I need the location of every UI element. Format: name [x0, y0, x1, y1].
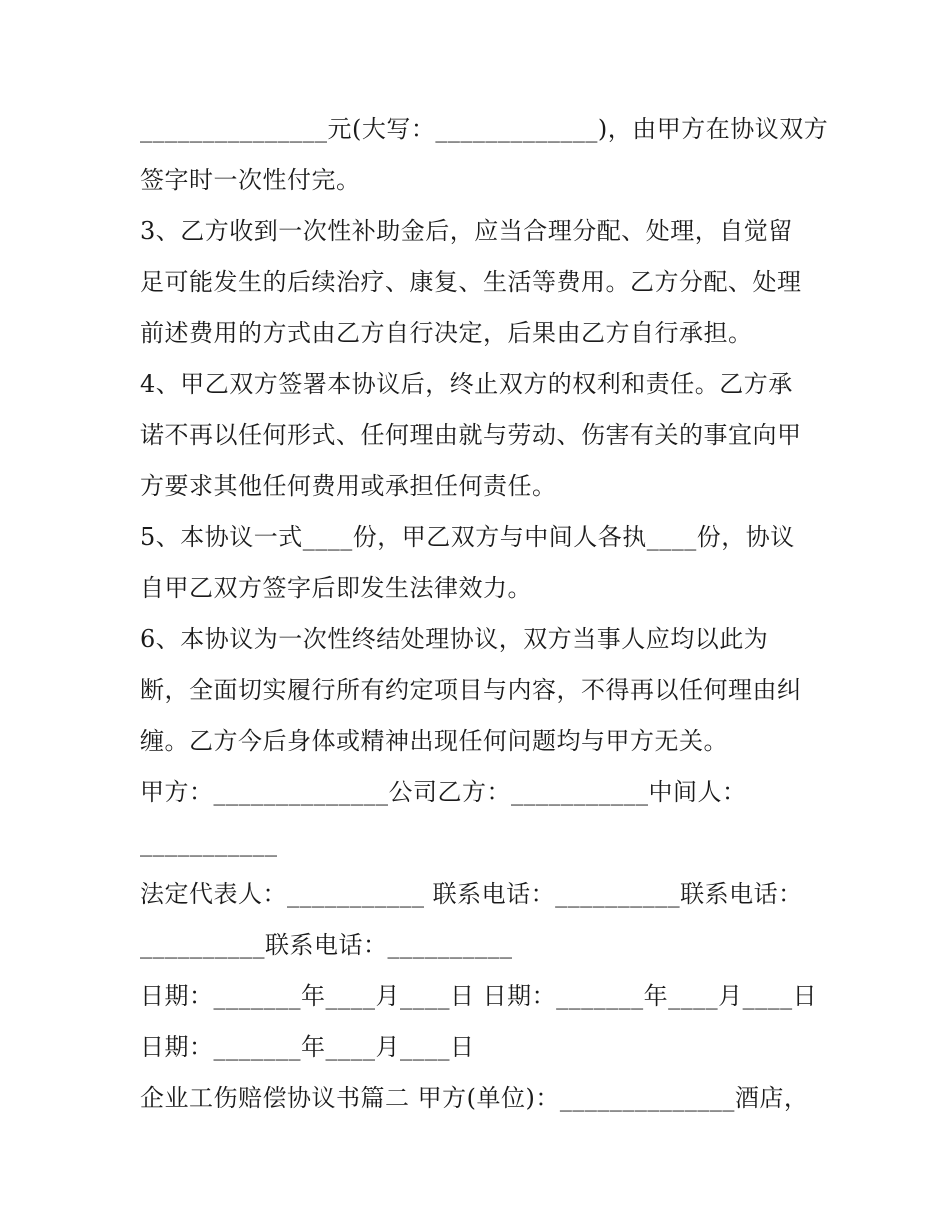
section-heading-line: 企业工伤赔偿协议书篇二 甲方(单位)：______________酒店， — [140, 1084, 809, 1112]
text-line: 4、甲乙双方签署本协议后，终止双方的权利和责任。乙方承 — [140, 370, 793, 398]
contact-line: 法定代表人：___________ 联系电话：__________联系电话： — [140, 880, 803, 908]
date-line: 日期：_______年____月____日 — [140, 1033, 475, 1061]
document-body — [140, 104, 830, 1124]
signature-line: 甲方：______________公司乙方：___________中间人： — [140, 778, 747, 806]
text-line: 6、本协议为一次性终结处理协议，双方当事人应均以此为 — [140, 625, 769, 653]
text-line: 方要求其他任何费用或承担任何责任。 — [140, 472, 557, 500]
contact-line: __________联系电话：__________ — [140, 931, 513, 959]
text-line: 3、乙方收到一次性补助金后，应当合理分配、处理，自觉留 — [140, 217, 793, 245]
signature-line: ___________ — [140, 829, 278, 857]
text-line: 前述费用的方式由乙方自行决定，后果由乙方自行承担。 — [140, 319, 753, 347]
text-line: 自甲乙双方签字后即发生法律效力。 — [140, 574, 532, 602]
text-line: 5、本协议一式____份，甲乙双方与中间人各执____份，协议 — [140, 523, 795, 551]
text-line: _______________元(大写：_____________)，由甲方在协议双方 — [140, 115, 829, 143]
text-line: 诺不再以任何形式、任何理由就与劳动、伤害有关的事宜向甲 — [140, 421, 802, 449]
text-line: 缠。乙方今后身体或精神出现任何问题均与甲方无关。 — [140, 727, 728, 755]
text-line: 足可能发生的后续治疗、康复、生活等费用。乙方分配、处理 — [140, 268, 802, 296]
date-line: 日期：_______年____月____日 日期：_______年____月____日 — [140, 982, 818, 1010]
text-line: 签字时一次性付完。 — [140, 166, 361, 194]
text-line: 断，全面切实履行所有约定项目与内容，不得再以任何理由纠 — [140, 676, 802, 704]
